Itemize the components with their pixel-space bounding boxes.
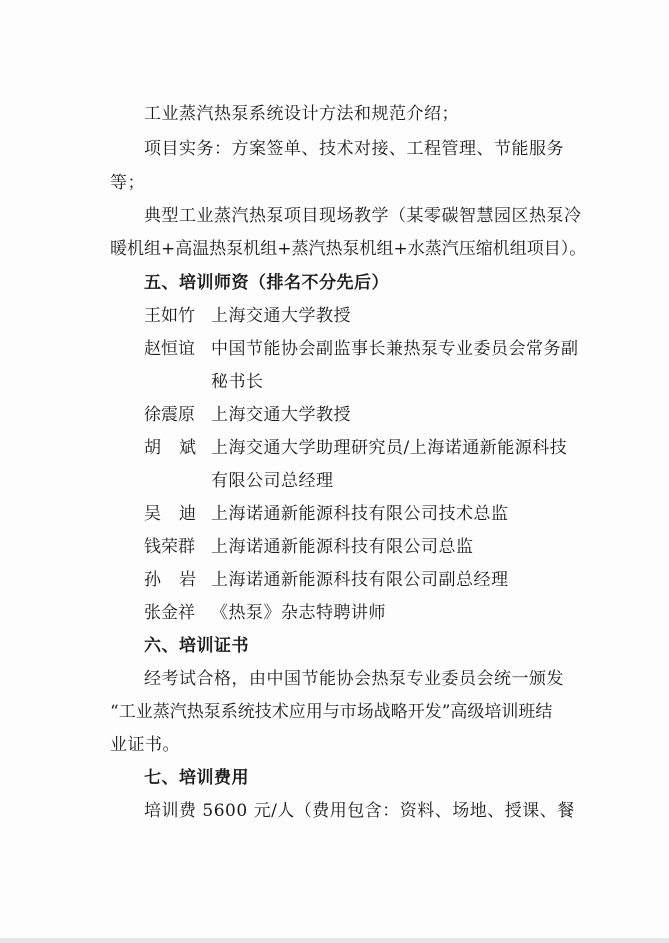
teacher-title: 上海交通大学助理研究员/上海诺通新能源科技: [211, 438, 568, 458]
page-bottom-edge: [0, 938, 669, 943]
certificate-text: “工业蒸汽热泵系统技术应用与市场战略开发”高级培训班结: [110, 702, 553, 722]
teacher-title: 有限公司总经理: [211, 471, 334, 491]
section-heading-fees: 七、培训费用: [144, 768, 249, 788]
intro-line: 等；: [110, 173, 145, 193]
section-heading-teachers: 五、培训师资（排名不分先后）: [144, 273, 389, 293]
teacher-name: 钱荣群: [144, 537, 195, 557]
teacher-name: 吴迪: [144, 504, 214, 524]
teacher-name: 胡斌: [144, 438, 214, 458]
teacher-name: 赵恒谊: [144, 339, 195, 359]
section-heading-certificate: 六、培训证书: [144, 636, 249, 656]
teacher-title: 上海诺通新能源科技有限公司技术总监: [211, 504, 509, 524]
teacher-title: 上海交通大学教授: [211, 306, 351, 326]
teacher-name: 王如竹: [144, 306, 195, 326]
fees-text: 培训费 5600 元/人（费用包含：资料、场地、授课、餐: [144, 801, 575, 821]
teacher-title: 《热泵》杂志特聘讲师: [211, 603, 386, 623]
teacher-name: 张金祥: [144, 603, 195, 623]
intro-line: 项目实务：方案签单、技术对接、工程管理、节能服务: [144, 139, 564, 159]
intro-line: 暖机组+高温热泵机组+蒸汽热泵机组+水蒸汽压缩机组项目）。: [110, 239, 587, 259]
teacher-title: 上海诺通新能源科技有限公司副总经理: [211, 570, 509, 590]
teacher-title: 上海诺通新能源科技有限公司总监: [211, 537, 474, 557]
teacher-title: 秘书长: [211, 372, 264, 392]
certificate-text: 业证书。: [110, 735, 180, 755]
teacher-title: 上海交通大学教授: [211, 405, 351, 425]
intro-line: 工业蒸汽热泵系统设计方法和规范介绍；: [144, 104, 459, 124]
teacher-title: 中国节能协会副监事长兼热泵专业委员会常务副: [211, 339, 579, 359]
certificate-text: 经考试合格，由中国节能协会热泵专业委员会统一颁发: [144, 669, 564, 689]
teacher-name: 孙岩: [144, 570, 214, 590]
intro-line: 典型工业蒸汽热泵项目现场教学（某零碳智慧园区热泵冷: [144, 206, 582, 226]
teacher-name: 徐震原: [144, 405, 195, 425]
